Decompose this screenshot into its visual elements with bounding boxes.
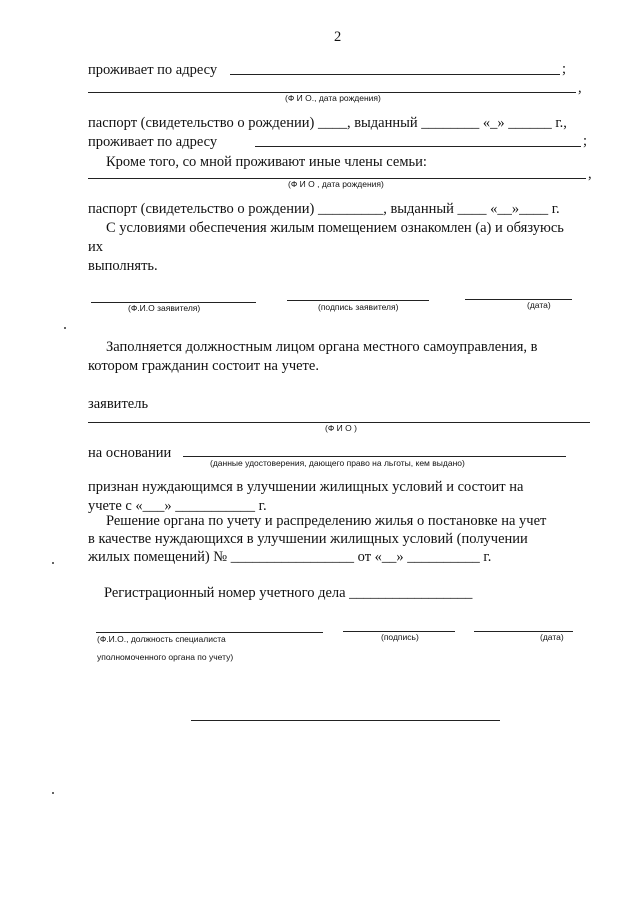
- address-field-2[interactable]: [255, 146, 581, 147]
- basis-caption: (данные удостоверения, дающего право на льготы, кем выдано): [210, 458, 465, 468]
- semicolon-2: ;: [583, 133, 588, 149]
- scan-mark: [52, 792, 54, 794]
- recognized-line-2: учете с «___» ___________ г.: [88, 498, 267, 514]
- applicant-date-line[interactable]: [465, 299, 572, 300]
- specialist-sign-caption: (подпись): [381, 632, 419, 642]
- specialist-fio-line[interactable]: [96, 632, 323, 633]
- scan-mark: [52, 562, 54, 564]
- scan-mark: [64, 327, 66, 329]
- applicant-sign-line[interactable]: [287, 300, 429, 301]
- passport-line-2: паспорт (свидетельство о рождении) _________, выданный ____ «__»____ г.: [88, 201, 560, 217]
- address-label: проживает по адресу: [88, 62, 218, 78]
- basis-label: на основании: [88, 445, 172, 461]
- applicant-date-caption: (дата): [527, 300, 551, 310]
- family-intro: Кроме того, со мной проживают иные члены семьи:: [106, 154, 427, 170]
- specialist-date-caption: (дата): [540, 632, 564, 642]
- applicant-fio-caption: (Ф.И.О заявителя): [128, 303, 201, 313]
- page-number: 2: [334, 29, 342, 45]
- comma-2: ,: [588, 166, 592, 182]
- registration-number-label: Регистрационный номер учетного дела _________________: [104, 585, 473, 601]
- semicolon: ;: [562, 61, 567, 77]
- specialist-fio-caption-1: (Ф.И.О., должность специалиста: [97, 634, 226, 644]
- fio-caption: (Ф И О ): [325, 423, 357, 433]
- fio-birth-caption: (Ф И О., дата рождения): [285, 93, 381, 103]
- address-label-2: проживает по адресу: [88, 134, 218, 150]
- applicant-label: заявитель: [88, 396, 149, 412]
- fio-birth-caption-2: (Ф И О , дата рождения): [288, 179, 384, 189]
- recognized-line-1: признан нуждающимся в улучшении жилищных условий и состоит на: [88, 479, 524, 495]
- passport-line-1: паспорт (свидетельство о рождении) ____, выданный ________ «_» ______ г.,: [88, 115, 567, 131]
- closing-line: [191, 720, 500, 721]
- basis-field[interactable]: [183, 456, 566, 457]
- comma: ,: [578, 80, 582, 96]
- official-note-line-2: котором гражданин состоит на учете.: [88, 358, 319, 374]
- official-note-line-1: Заполняется должностным лицом органа местного самоуправления, в: [106, 339, 538, 355]
- conditions-line-2: их: [88, 239, 104, 255]
- decision-line-2: в качестве нуждающихся в улучшении жилищных условий (получении: [88, 531, 528, 547]
- applicant-sign-caption: (подпись заявителя): [318, 302, 399, 312]
- decision-line-1: Решение органа по учету и распределению жилья о постановке на учет: [106, 513, 547, 529]
- specialist-fio-caption-2: уполномоченного органа по учету): [97, 652, 234, 662]
- conditions-line-3: выполнять.: [88, 258, 158, 274]
- decision-line-3: жилых помещений) № _________________ от «__» __________ г.: [88, 549, 492, 565]
- address-field[interactable]: [230, 74, 560, 75]
- conditions-line-1: С условиями обеспечения жилым помещением ознакомлен (а) и обязуюсь: [106, 220, 564, 236]
